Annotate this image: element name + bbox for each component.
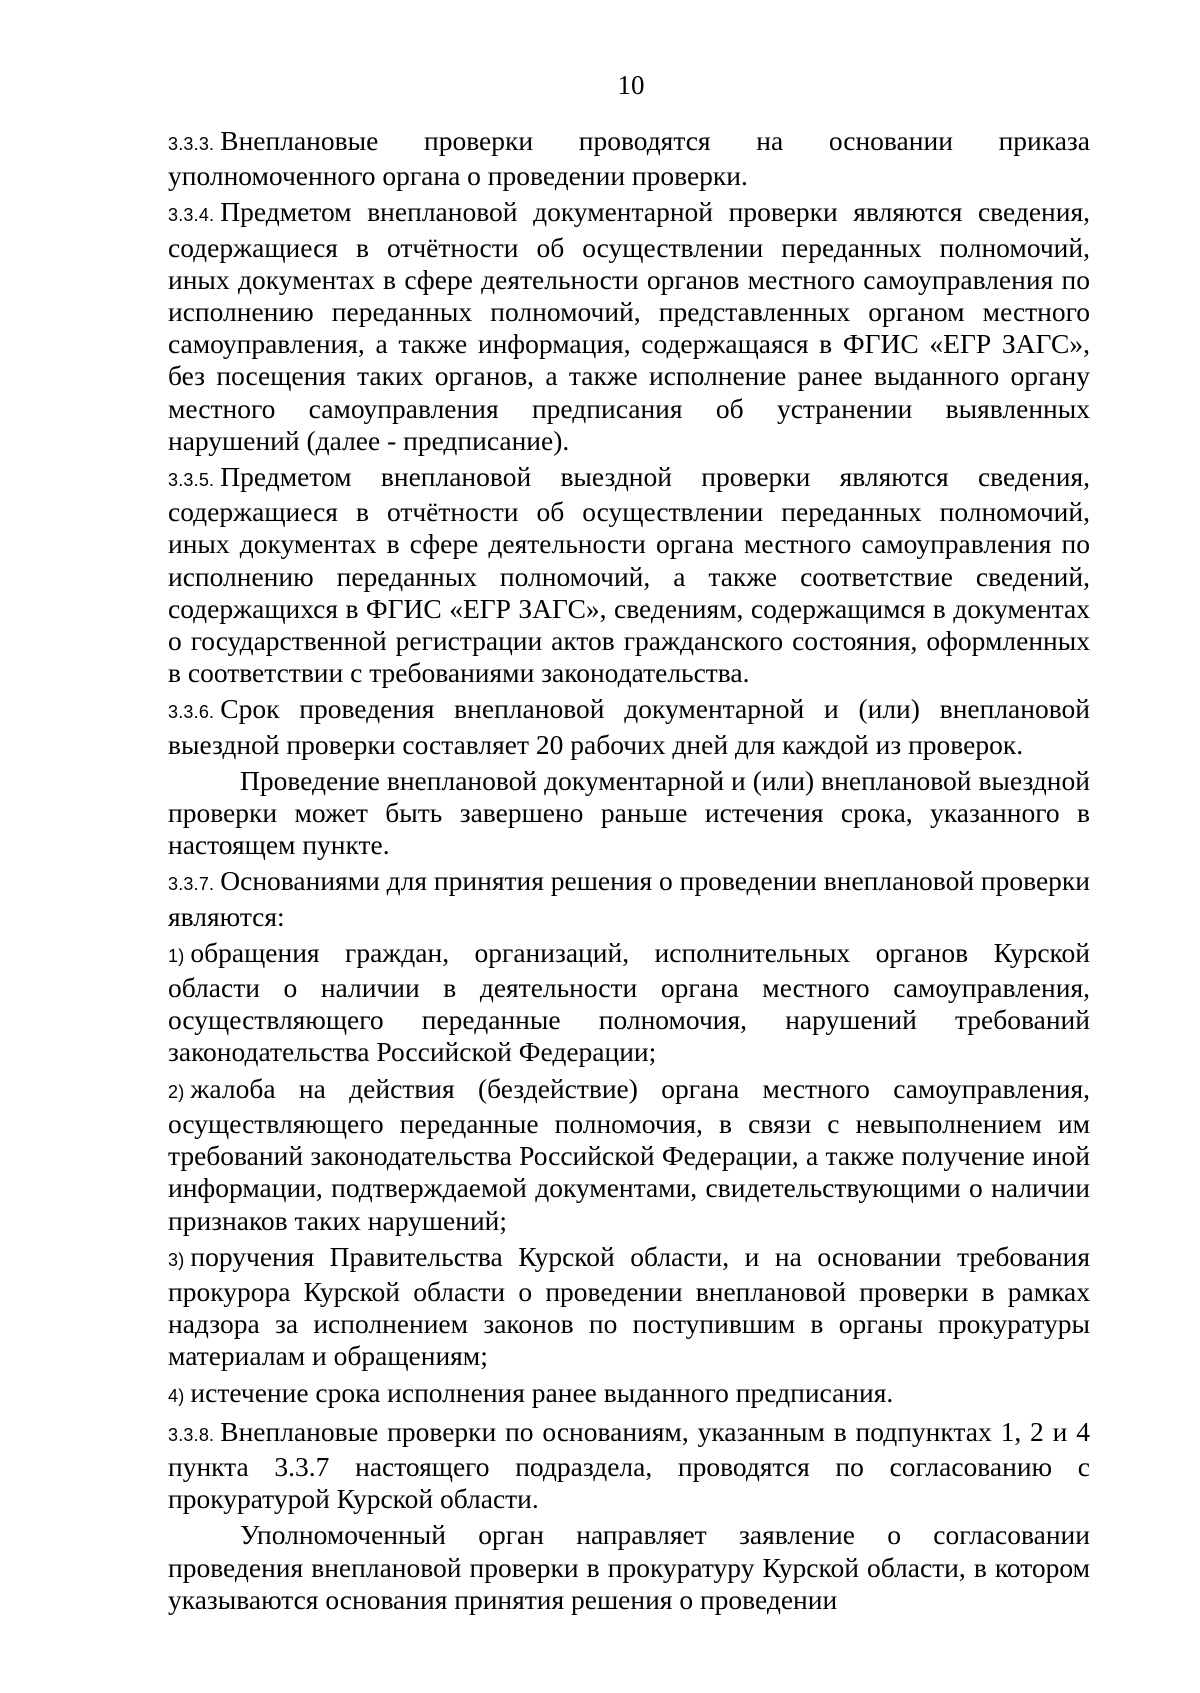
paragraph-text: Проведение внеплановой документарной и (или) внеплановой выездной проверки может быть завершено раньше истечения срока, указанного в настоящем пункте. — [168, 764, 1090, 861]
list-number: 2) — [168, 1081, 185, 1102]
list-item-2 — [168, 1073, 1090, 1237]
paragraph-text: Внеплановые проверки по основаниям, указанным в подпунктах 1, 2 и 4 пункта 3.3.7 настоящего подраздела, проводятся по согласованию с прокуратурой Курской области. — [168, 1415, 1090, 1515]
paragraph-text: Внеплановые проверки проводятся на основании приказа уполномоченного органа о проведении проверки. — [168, 125, 1090, 192]
paragraph-3-3-4 — [168, 196, 1090, 457]
clause-number: 3.3.7. — [168, 874, 215, 895]
list-item-4 — [168, 1377, 1090, 1412]
clause-number: 3.3.3. — [168, 134, 215, 154]
paragraph-text: поручения Правительства Курской области, и на основании требования прокурора Курской области о проведении внеплановой проверки в рамках надзора за исполнением законов по поступившим в органы прокуратуры материалам и обращениям; — [168, 1240, 1090, 1372]
paragraph-text: жалоба на действия (бездействие) органа местного самоуправления, осуществляющего переданные полномочия, в связи с невыполнением им требований законодательства Российской Федерации, а также получение иной информации, подтверждаемой документами, свидетельствующими о наличии признаков таких нарушений; — [168, 1072, 1090, 1236]
paragraph-text: Основаниями для принятия решения о проведении внеплановой проверки являются: — [168, 865, 1090, 932]
paragraph-text: истечение срока исполнения ранее выданного предписания. — [190, 1376, 894, 1408]
paragraph-3-3-3 — [168, 125, 1090, 192]
paragraph-3-3-8-continued — [168, 1519, 1090, 1616]
clause-number: 3.3.4. — [168, 205, 215, 226]
paragraph-text: Срок проведения внеплановой документарной и (или) внеплановой выездной проверки составляет 20 рабочих дней для каждой из проверок. — [168, 693, 1090, 760]
paragraph-text: Предметом внеплановой документарной проверки являются сведения, содержащиеся в отчётности об осуществлении переданных полномочий, иных документах в сфере деятельности органов местного самоуправления по исполнению переданных полномочий, представленных органом местного самоуправления, а также информация, содержащаяся в ФГИС «ЕГР ЗАГС», без посещения таких органов, а также исполнение ранее выданного органу местного самоуправления предписания об устранении выявленных нарушений (далее - предписание). — [168, 196, 1090, 456]
list-number: 3) — [168, 1249, 185, 1270]
paragraph-text: обращения граждан, организаций, исполнительных органов Курской области о наличии в деятельности органа местного самоуправления, осуществляющего переданные полномочия, нарушений требований законодательства Российской Федерации; — [168, 936, 1090, 1068]
paragraph-text: Предметом внеплановой выездной проверки являются сведения, содержащиеся в отчётности об осуществлении переданных полномочий, иных документах в сфере деятельности органа местного самоуправления по исполнению переданных полномочий, а также соответствие сведений, содержащихся в ФГИС «ЕГР ЗАГС», сведениям, содержащимся в документах о государственной регистрации актов гражданского состояния, оформленных в соответствии с требованиями законодательства. — [168, 461, 1090, 689]
list-number: 1) — [168, 945, 185, 966]
paragraph-3-3-5 — [168, 461, 1090, 689]
paragraph-3-3-6 — [168, 693, 1090, 760]
paragraph-text: Уполномоченный орган направляет заявление о согласовании проведения внеплановой проверки в прокуратуру Курской области, в котором указываются основания принятия решения о проведении — [168, 1519, 1090, 1615]
page-number: 10 — [617, 70, 645, 100]
clause-number: 3.3.8. — [168, 1424, 215, 1445]
paragraph-3-3-8 — [168, 1416, 1090, 1516]
paragraph-3-3-7 — [168, 865, 1090, 932]
list-item-1 — [168, 937, 1090, 1069]
paragraph-3-3-6-continued — [168, 765, 1090, 862]
document-body — [168, 125, 1090, 1620]
list-number: 4) — [168, 1385, 185, 1406]
list-item-3 — [168, 1241, 1090, 1373]
clause-number: 3.3.6. — [168, 702, 215, 723]
clause-number: 3.3.5. — [168, 470, 215, 491]
